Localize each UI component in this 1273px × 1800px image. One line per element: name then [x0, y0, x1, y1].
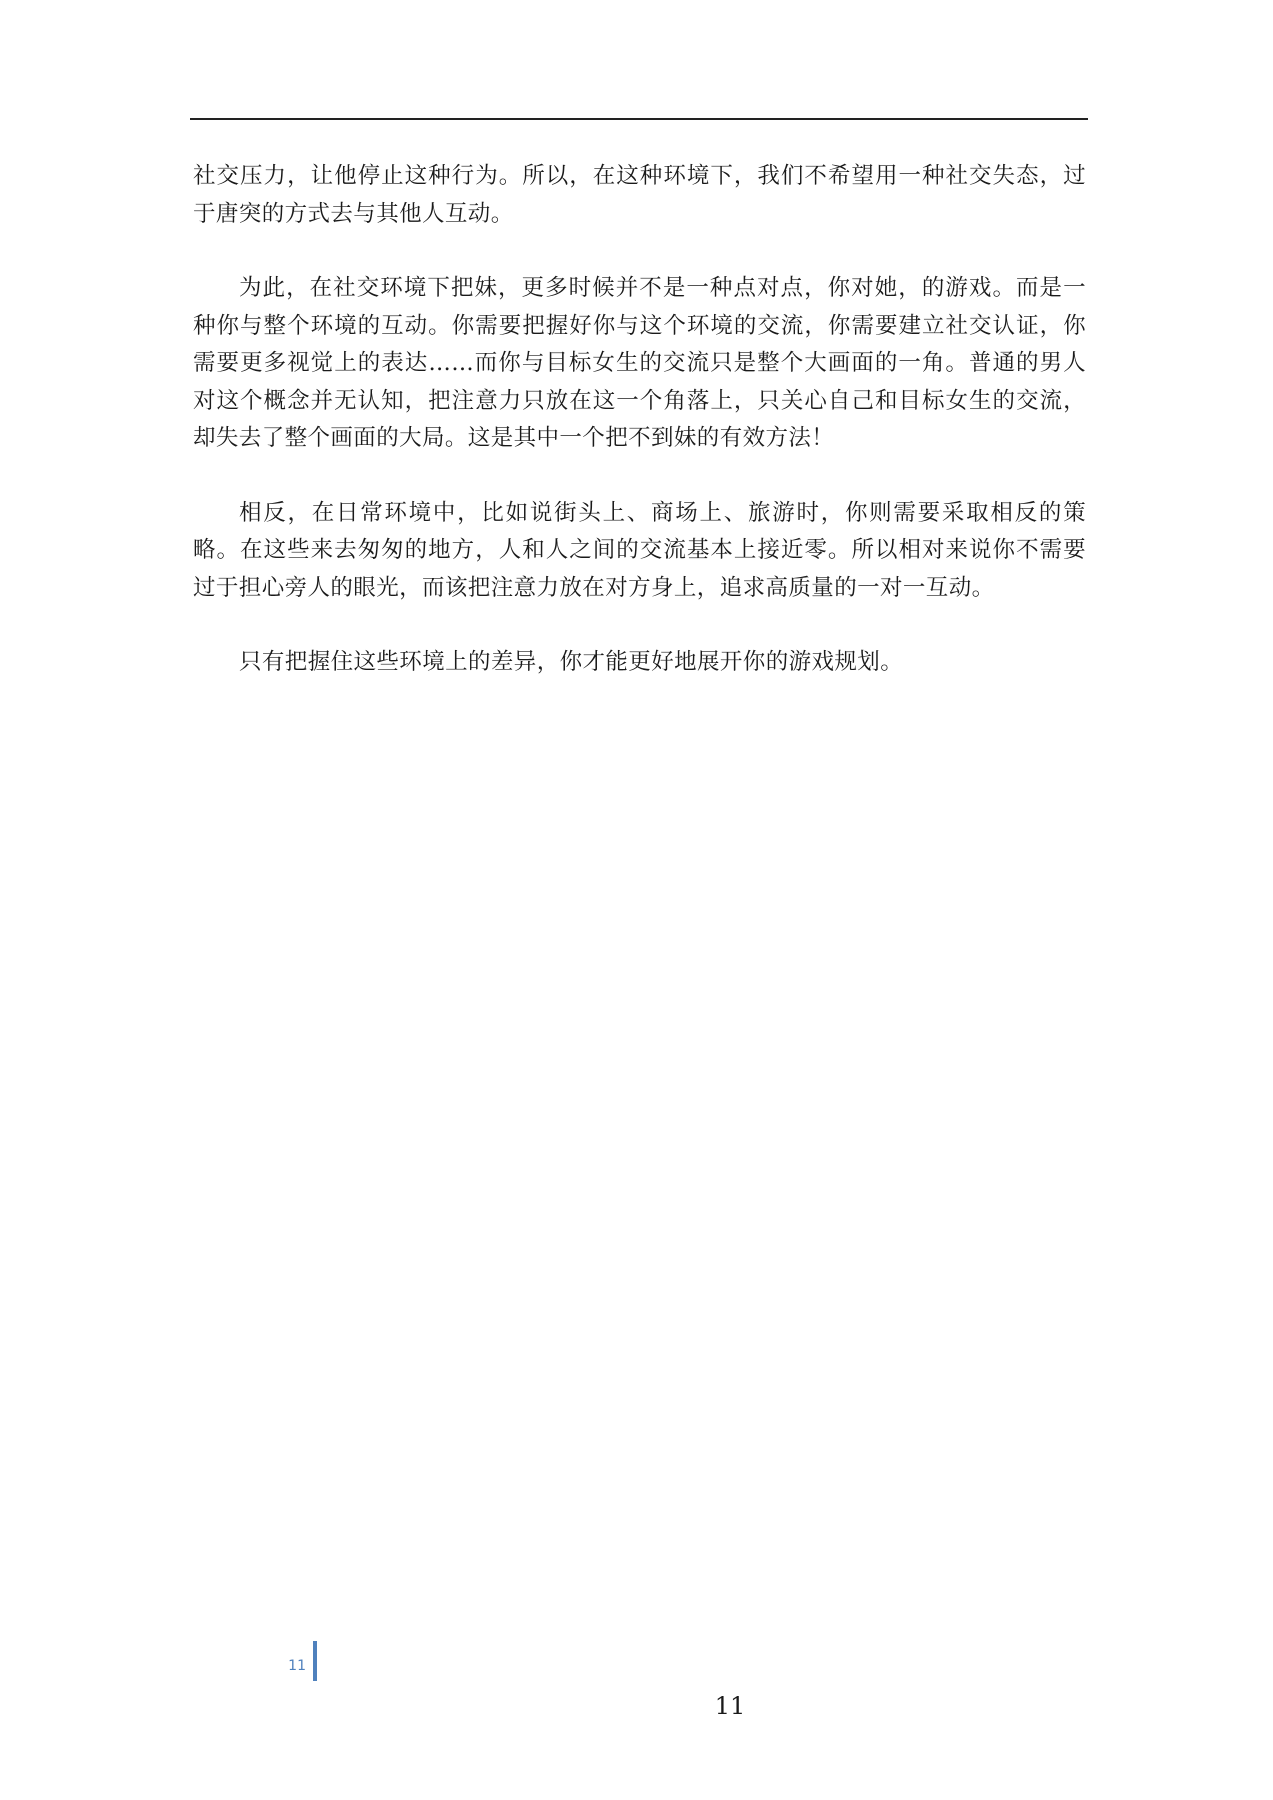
paragraph-1: 社交压力，让他停止这种行为。所以，在这种环境下，我们不希望用一种社交失态，过于唐突的方式去与其他人互动。 — [193, 163, 1086, 227]
paragraph-4: 只有把握住这些环境上的差异，你才能更好地展开你的游戏规划。 — [239, 649, 904, 675]
page-number: 11 — [714, 1692, 746, 1720]
header-rule — [190, 118, 1088, 120]
document-body — [193, 158, 1086, 719]
paragraph-3: 相反，在日常环境中，比如说街头上、商场上、旅游时，你则需要采取相反的策略。在这些来去匆匆的地方，人和人之间的交流基本上接近零。所以相对来说你不需要过于担心旁人的眼光，而该把注意力放在对方身上，追求高质量的一对一互动。 — [193, 499, 1086, 601]
footer-accent-bar — [313, 1641, 317, 1681]
paragraph-2: 为此，在社交环境下把妹，更多时候并不是一种点对点，你对她，的游戏。而是一种你与整个环境的互动。你需要把握好你与这个环境的交流，你需要建立社交认证，你需要更多视觉上的表达……而你与目标女生的交流只是整个大画面的一角。普通的男人对这个概念并无认知，把注意力只放在这一个角落上，只关心自己和目标女生的交流，却失去了整个画面的大局。这是其中一个把不到妹的有效方法！ — [193, 275, 1086, 451]
footer-page-label: 11 — [288, 1658, 306, 1674]
